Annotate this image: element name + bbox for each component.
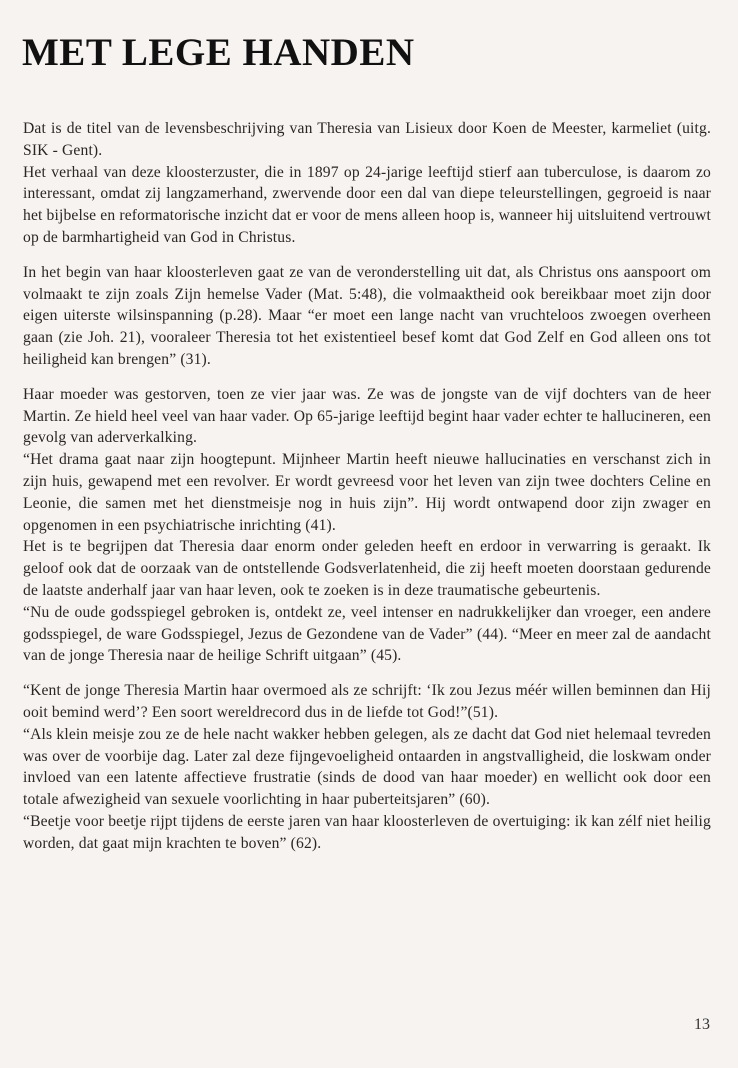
paragraph: “Beetje voor beetje rijpt tijdens de eerste jaren van haar kloosterleven de overtuiging: ik kan zélf niet heilig worden, dat gaat mijn krachten te boven” (62). [23,812,711,852]
page-number: 13 [694,1016,710,1033]
paragraph: Dat is de titel van de levensbeschrijving van Theresia van Lisieux door Koen de Meester, karmeliet (uitg. SIK - Gent). [23,120,711,159]
page-title: MET LEGE HANDEN [22,31,415,74]
paragraph: “Nu de oude godsspiegel gebroken is, ontdekt ze, veel intenser en nadrukkelijker dan vroeger, een andere godsspiegel, de ware Godsspiegel, Jezus de Gezondene van de Vader” (44). “Meer en meer zal de aandacht van de jonge Theresia naar de heilige Schrift uitgaan” (45). [23,603,711,665]
paragraph: Haar moeder was gestorven, toen ze vier jaar was. Ze was de jongste van de vijf dochters van de heer Martin. Ze hield heel veel van haar vader. Op 65-jarige leeftijd begint haar vader echter te hallucineren, een gevolg van aderverkalking. [23,385,711,447]
paragraph: “Het drama gaat naar zijn hoogtepunt. Mijnheer Martin heeft nieuwe hallucinaties en verschanst zich in zijn huis, gewapend met een revolver. Er wordt gevreesd voor het leven van zijn twee dochters Celine en Leonie, die samen met het dienstmeisje nog in huis zijn”. Hij wordt ontwapend door zijn zwager en opgenomen in een psychiatrische inrichting (41). [23,451,711,534]
article-body [23,118,711,855]
paragraph: Het is te begrijpen dat Theresia daar enorm onder geleden heeft en erdoor in verwarring is geraakt. Ik geloof ook dat de oorzaak van de ontstellende Godsverlatenheid, die zij heeft moeten doorstaan gedurende de laatste anderhalf jaar van haar leven, ook te zoeken is in deze traumatische gebeurtenis. [23,538,711,599]
paragraph: Het verhaal van deze kloosterzuster, die in 1897 op 24-jarige leeftijd stierf aan tuberculose, is daarom zo interessant, omdat zij langzamerhand, zwervende door een dal van diepe teleurstellingen, gegroeid is naar het bijbelse en reformatorische inzicht dat er voor de mens alleen hoop is, wanneer hij uitsluitend vertrouwt op de barmhartigheid van God in Christus. [23,163,711,246]
paragraph: In het begin van haar kloosterleven gaat ze van de veronderstelling uit dat, als Christus ons aanspoort om volmaakt te zijn zoals Zijn hemelse Vader (Mat. 5:48), die volmaaktheid ook bereikbaar moet zijn door eigen uiterste wilsinspanning (p.28). Maar “er moet een lange nacht van vruchteloos zwoegen overheen gaan (zie Joh. 21), vooraleer Theresia tot het existentieel besef komt dat God Zelf en God alleen ons tot heiligheid kan brengen” (31). [23,263,711,368]
paragraph: “Kent de jonge Theresia Martin haar overmoed als ze schrijft: ‘Ik zou Jezus méér willen beminnen dan Hij ooit bemind werd’? Een soort wereldrecord dus in de liefde tot God!”(51). [23,682,711,721]
paragraph: “Als klein meisje zou ze de hele nacht wakker hebben gelegen, als ze dacht dat God niet helemaal tevreden was over de voorbije dag. Later zal deze fijngevoeligheid ontaarden in angstvalligheid, die loskwam onder invloed van een latente affectieve frustratie (sinds de dood van haar moeder) en wellicht ook door een totale afwezigheid van sexuele voorlichting in haar puberteitsjaren” (60). [23,725,711,809]
